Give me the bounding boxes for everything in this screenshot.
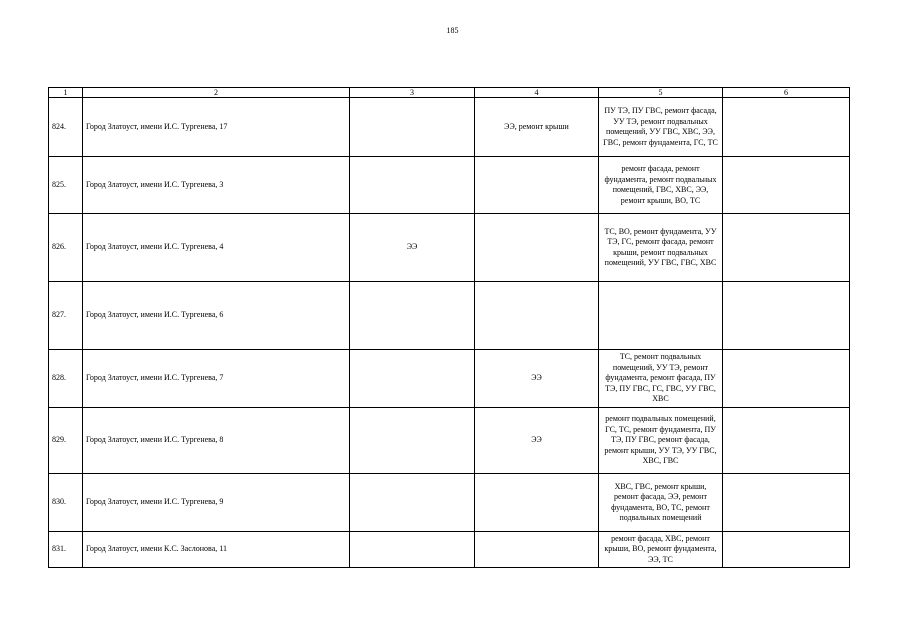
col4-cell: ЭЭ <box>475 408 599 474</box>
col4-cell <box>475 214 599 282</box>
col4-cell <box>475 532 599 568</box>
col3-cell <box>350 474 475 532</box>
col5-cell: ТС, ВО, ремонт фундамента, УУ ТЭ, ГС, ремонт фасада, ремонт крыши, ремонт подвальных помещений, УУ ГВС, ГВС, ХВС <box>599 214 723 282</box>
col3-cell <box>350 408 475 474</box>
address-cell: Город Златоуст, имени И.С. Тургенева, 3 <box>83 157 350 214</box>
col4-cell <box>475 282 599 350</box>
column-header: 2 <box>83 88 350 98</box>
col5-cell: ХВС, ГВС, ремонт крыши, ремонт фасада, ЭЭ, ремонт фундамента, ВО, ТС, ремонт подвальных помещений <box>599 474 723 532</box>
col6-cell <box>723 532 850 568</box>
row-number: 828. <box>49 350 83 408</box>
col4-cell: ЭЭ, ремонт крыши <box>475 98 599 157</box>
col3-cell <box>350 98 475 157</box>
address-cell: Город Златоуст, имени И.С. Тургенева, 6 <box>83 282 350 350</box>
col6-cell <box>723 350 850 408</box>
address-cell: Город Златоуст, имени И.С. Тургенева, 4 <box>83 214 350 282</box>
col6-cell <box>723 282 850 350</box>
col6-cell <box>723 474 850 532</box>
col5-cell: ремонт фасада, ХВС, ремонт крыши, ВО, ремонт фундамента, ЭЭ, ТС <box>599 532 723 568</box>
col3-cell: ЭЭ <box>350 214 475 282</box>
row-number: 826. <box>49 214 83 282</box>
col6-cell <box>723 157 850 214</box>
row-number: 830. <box>49 474 83 532</box>
col5-cell: ТС, ремонт подвальных помещений, УУ ТЭ, ремонт фундамента, ремонт фасада, ПУ ТЭ, ПУ ГВС, ГС, ГВС, УУ ГВС, ХВС <box>599 350 723 408</box>
col3-cell <box>350 282 475 350</box>
address-cell: Город Златоуст, имени И.С. Тургенева, 17 <box>83 98 350 157</box>
table-row <box>49 532 850 568</box>
row-number: 824. <box>49 98 83 157</box>
column-header: 3 <box>350 88 475 98</box>
col4-cell <box>475 157 599 214</box>
col5-cell: ремонт подвальных помещений, ГС, ТС, ремонт фундамента, ПУ ТЭ, ПУ ГВС, ремонт фасада, ремонт крыши, УУ ТЭ, УУ ГВС, ХВС, ГВС <box>599 408 723 474</box>
column-header: 4 <box>475 88 599 98</box>
col5-cell: ремонт фасада, ремонт фундамента, ремонт подвальных помещений, ГВС, ХВС, ЭЭ, ремонт крыши, ВО, ТС <box>599 157 723 214</box>
col4-cell <box>475 474 599 532</box>
table-row <box>49 98 850 157</box>
header-row <box>49 88 850 98</box>
row-number: 827. <box>49 282 83 350</box>
column-header: 1 <box>49 88 83 98</box>
table-row <box>49 214 850 282</box>
address-cell: Город Златоуст, имени К.С. Заслонова, 11 <box>83 532 350 568</box>
col5-cell <box>599 282 723 350</box>
col3-cell <box>350 532 475 568</box>
row-number: 825. <box>49 157 83 214</box>
table-row <box>49 408 850 474</box>
col3-cell <box>350 350 475 408</box>
col6-cell <box>723 214 850 282</box>
row-number: 831. <box>49 532 83 568</box>
row-number: 829. <box>49 408 83 474</box>
table-row <box>49 474 850 532</box>
address-cell: Город Златоуст, имени И.С. Тургенева, 9 <box>83 474 350 532</box>
table-row <box>49 282 850 350</box>
address-cell: Город Златоуст, имени И.С. Тургенева, 7 <box>83 350 350 408</box>
col4-cell: ЭЭ <box>475 350 599 408</box>
column-header: 6 <box>723 88 850 98</box>
col3-cell <box>350 157 475 214</box>
column-header: 5 <box>599 88 723 98</box>
table-row <box>49 157 850 214</box>
address-cell: Город Златоуст, имени И.С. Тургенева, 8 <box>83 408 350 474</box>
col6-cell <box>723 408 850 474</box>
table-row <box>49 350 850 408</box>
col6-cell <box>723 98 850 157</box>
col5-cell: ПУ ТЭ, ПУ ГВС, ремонт фасада, УУ ТЭ, ремонт подвальных помещений, УУ ГВС, ХВС, ЭЭ, ГВС, ремонт фундамента, ГС, ТС <box>599 98 723 157</box>
page-number: 185 <box>446 26 459 35</box>
register-table <box>48 87 850 568</box>
